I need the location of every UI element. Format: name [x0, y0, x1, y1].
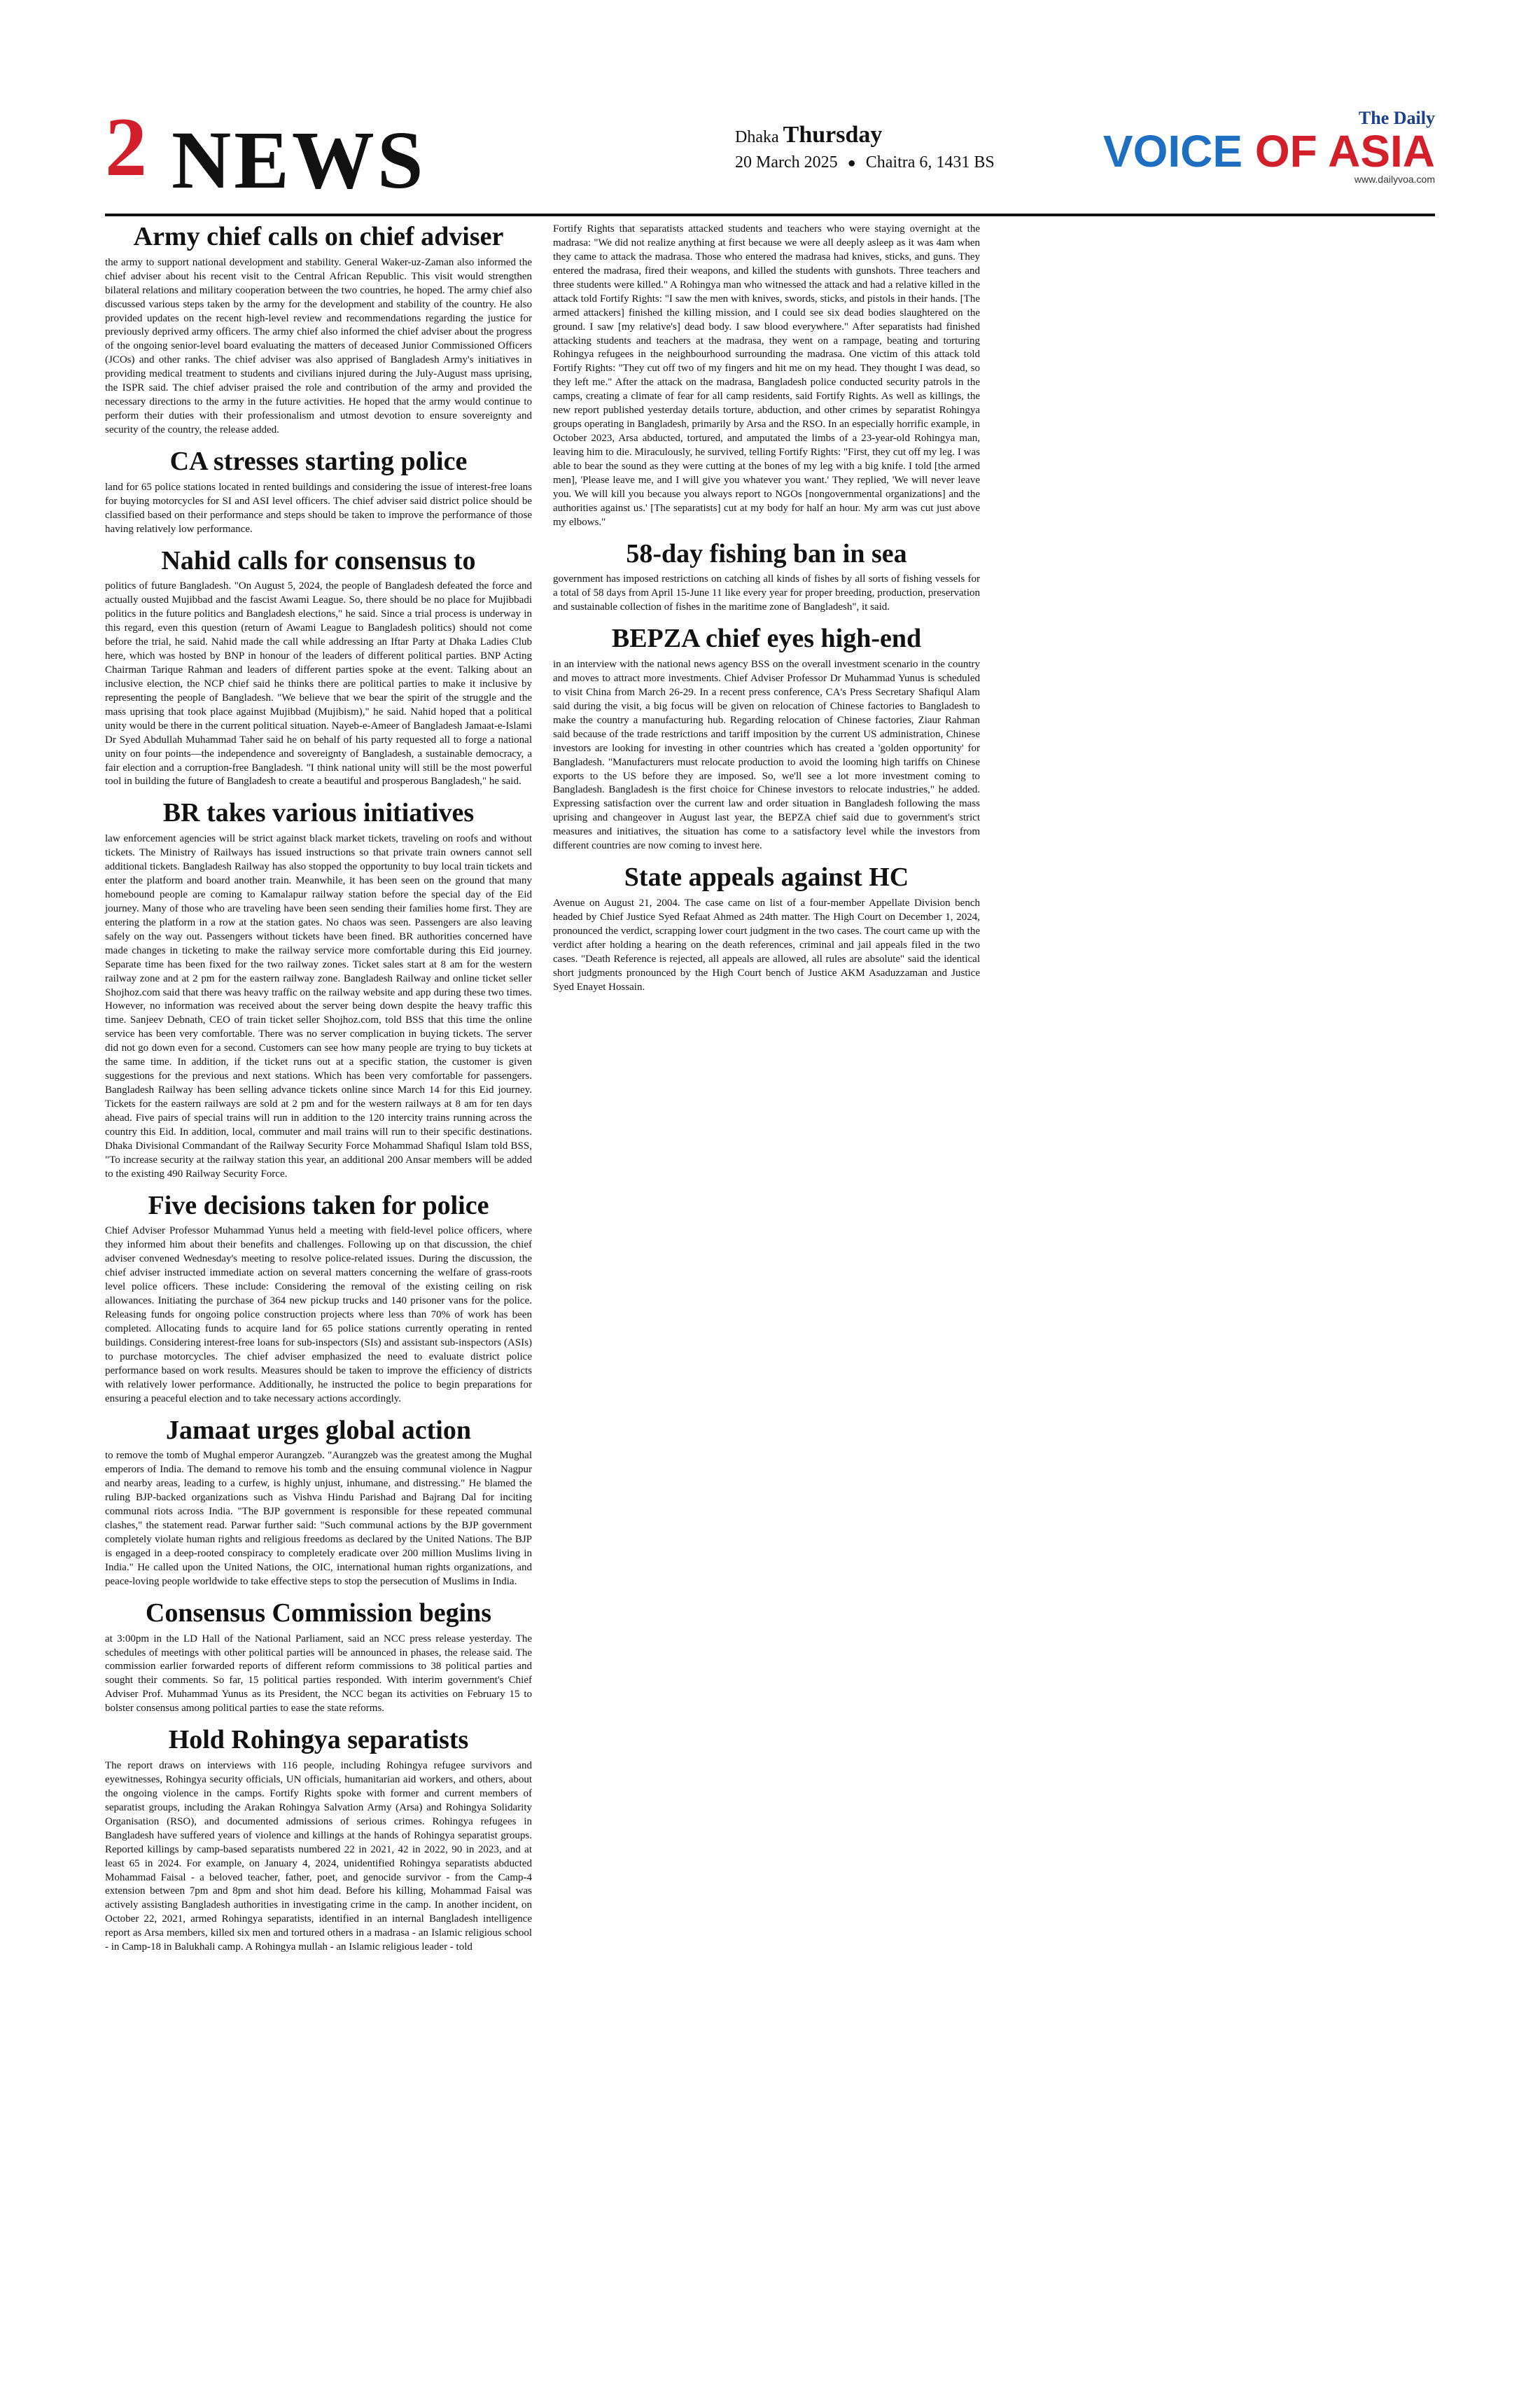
article-headline: Nahid calls for consensus to	[161, 545, 476, 575]
bullet-icon: ●	[847, 155, 856, 171]
logo-small-text: The Daily	[1358, 108, 1435, 128]
article	[105, 547, 532, 790]
dateline-bengali-date: Chaitra 6, 1431 BS	[865, 153, 995, 172]
article-body: at 3:00pm in the LD Hall of the National Parliament, said an NCC press release yesterday. The schedules of meetings with other political parties will be announced in phases, the release said. The commission earlier forwarded reports of different reform commissions to 38 political parties and sought their comments. So far, 15 political parties responded. With interim government's Chief Adviser Prof. Muhammad Yunus as its President, the NCC began its activities on February 15 to bolster consensus among political parties to ease the state reforms.	[105, 1633, 532, 1715]
article-body: to remove the tomb of Mughal emperor Aurangzeb. "Aurangzeb was the greatest among the Mughal emperors of India. The demand to remove his tomb and the ensuing communal violence in Nagpur and nearby areas, leading to a curfew, is highly unjust, inhumane, and distressing." He blamed the ruling BJP-backed organizations such as Vishva Hindu Parishad and Bajrang Dal for inciting communal riots across India. "The BJP government is responsible for these repeated communal clashes," the statement read. Parwar further said: "Such communal actions by the BJP government completely violate human rights and religious freedoms as declared by the United Nations. The BJP is engaged in a deep-rooted conspiracy to completely eradicate over 200 million Muslims living in India." He called upon the United Nations, the OIC, international human rights organizations, and peace-loving people worldwide to take effective steps to stop the persecution of Muslims in India.	[105, 1450, 532, 1587]
article	[105, 223, 532, 438]
dateline	[735, 119, 995, 174]
logo-wordmark	[1102, 126, 1435, 176]
article-body: Chief Adviser Professor Muhammad Yunus held a meeting with field-level police officers, where they informed him about their benefits and challenges. Following up on that discussion, the chief adviser convened Wednesday's meeting to resolve police-related issues. During the discussion, the chief adviser instructed immediate action on several matters concerning the welfare of grass-roots level police officers. These include: Considering the removal of the existing ceiling on risk allowances. Initiating the purchase of 364 new pickup trucks and 140 prisoner vans for the police. Releasing funds for ongoing police construction projects where less than 70% of work has been completed. Allocating funds to acquire land for 65 police stations currently operating in rented buildings. Considering interest-free loans for sub-inspectors (SIs) and assistant sub-inspectors (ASIs) to purchase motorcycles. The chief adviser emphasized the need to evaluate district police performance based on work results. Measures should be taken to improve the efficiency of districts with relatively lower performance. Additionally, he instructed the police to begin preparations for ensuring a peaceful election and to take necessary actions accordingly.	[105, 1225, 532, 1404]
article-headline: CA stresses starting police	[169, 446, 468, 476]
dateline-date: 20 March 2025	[735, 153, 838, 172]
article-headline: BR takes various initiatives	[162, 798, 475, 828]
article	[105, 447, 532, 537]
section-title: NEWS	[172, 114, 426, 206]
article	[105, 1192, 532, 1406]
article-body: politics of future Bangladesh. "On August 5, 2024, the people of Bangladesh defeated the force and actually ousted Mujibbad and the fascist Awami League. So, there should be no place for Mujibbadi politics in the future politics and Bangladesh elections," he said. Since a trial process is underway in this regard, even this question (return of Awami League to Bangladesh politics) should not come before the trial, he said. Nahid made the call while addressing an Iftar Party at Dhaka Ladies Club here, which was hosted by BNP in honour of the leaders of different political parties. BNP Acting Chairman Tarique Rahman and leaders of different parties spoke at the event. Talking about an inclusive election, the NCP chief said he thinks there are political parties to make it inclusive by representing the people of Bangladesh. "We believe that we bear the spirit of the struggle and the mass uprising that took place against Mujibbad (Mujibism)," he said. Nahid hoped that a political unity would be there in the current political situation. Nayeb-e-Ameer of Bangladesh Jamaat-e-Islami Dr Syed Abdullah Muhammad Taher said he on behalf of his party requested all to forge a national unity on four points—the independence and sovereignty of Bangladesh, a sustainable democracy, a fair election and a corruption-free Bangladesh. "I think national unity will still be the most powerful tool in building the future of Bangladesh to create a beautiful and prosperous Bangladesh," he said.	[105, 580, 532, 788]
article	[105, 1726, 532, 1955]
article-headline: Hold Rohingya separatists	[168, 1725, 469, 1755]
dateline-city: Dhaka	[735, 128, 779, 146]
column-2	[553, 223, 980, 1005]
article-headline: Five decisions taken for police	[148, 1190, 489, 1220]
logo-website: www.dailyvoa.com	[1354, 174, 1435, 185]
masthead	[105, 100, 1435, 210]
article-headline: State appeals against HC	[624, 863, 909, 893]
article-body: the army to support national development and stability. General Waker-uz-Zaman also informed the chief adviser about his recent visit to the Central African Republic. This visit would strengthen bilateral relations and military cooperation between the two countries, he hoped. The army chief also discussed various steps taken by the army for the development and stability of the country. He also provided updates on the recent high-level review and recommendations regarding the justice for previously deprived army officers. The army chief also informed the chief adviser about the progress of the ongoing senior-level board evaluating the matters of deceased Junior Commissioned Officers (JCOs) and other ranks. The chief adviser was also apprised of Bangladesh Army's initiatives in providing medical treatment to students and civilians injured during the July-August mass uprising, the ISPR said. The chief adviser praised the role and contribution of the army and provided the necessary directions to the army in the future activities. He hoped that the army would continue to perform their duties with their professionalism and utmost devotion to ensure sovereignty and security of the country, the release added.	[105, 256, 532, 436]
newspaper-logo	[1103, 108, 1435, 185]
article-headline: Jamaat urges global action	[166, 1415, 471, 1445]
article	[553, 863, 980, 994]
article-body: Fortify Rights that separatists attacked students and teachers who were staying overnight at the madrasa: "We did not realize anything at first because we were all deeply asleep as it was 4am when they came to attack the madrasa. Those who entered the madrasa had knives, sticks, and guns. They entered the madrasa, fired their weapons, and killed the students with gunshots. Three teachers and three students were killed." A Rohingya man who witnessed the attack and had a relative killed in the attack told Fortify Rights: "I saw the men with knives, swords, sticks, and pistols in their hands. [The armed attackers] finished the killing mission, and I could see six dead bodies slaughtered on the ground. I saw [my relative's] dead body. I saw blood everywhere." After separatists had finished attacking students and teachers at the madrasa, they went on a rampage, beating and torturing Rohingya refugees in the neighbourhood surrounding the madrasa. One victim of this attack told Fortify Rights: "They cut off two of my fingers and hit me on my head. They thought I was dead, so they left me." After the attack on the madrasa, Bangladesh police conducted security patrols in the camps, creating a climate of fear for all camp residents, said Fortify Rights. As well as killings, the new report published yesterday details torture, abduction, and other crimes by separatist Rohingya groups operating in Bangladesh, primarily by Arsa and the RSO. In an especially horrific example, in October 2023, Arsa abducted, tortured, and amputated the limbs of a 23-year-old Rohingya man, leaving him to die. Miraculously, he survived, telling Fortify Rights: "First, they cut off my leg. I was able to bear the sound as they were cutting at the bones of my leg with a big knife. I told [the armed men], 'Please leave me, and I will give you whatever you want.' They replied, 'We will never leave you. We will kill you because you always report to NGOs [nongovernmental organizations] and the authorities against us.' [The separatists] cut at my body for half an hour. My arm was cut just above my elbows."	[553, 223, 980, 528]
article-body: Avenue on August 21, 2004. The case came on list of a four-member Appellate Division bench headed by Chief Justice Syed Refaat Ahmed as 24th matter. The High Court on December 1, 2024, pronounced the verdict, scrapping lower court judgment in the two cases. The court came up with the verdict after holding a hearing on the death references, criminal and jail appeals filed in the two cases. "Death Reference is rejected, all appeals are allowed, all rules are absolute" said the identical short judgments pronounced by the High Court bench of Justice AKM Asaduzzaman and Justice Syed Enayet Hossain.	[553, 897, 980, 993]
article-headline: Army chief calls on chief adviser	[133, 222, 504, 251]
article-headline: Consensus Commission begins	[145, 1598, 492, 1628]
logo-of-asia: OF ASIA	[1254, 126, 1435, 176]
masthead-rule	[105, 214, 1435, 216]
article-body: in an interview with the national news agency BSS on the overall investment scenario in the country and moves to attract more investments. Chief Adviser Professor Dr Muhammad Yunus is scheduled to visit China from March 26-29. In a recent press conference, CA's Press Secretary Shafiqul Alam said during the visit, a big focus will be given on relocation of Chinese factories to Bangladesh to make the country a manufacturing hub. Regarding relocation of Chinese factories, Ziaur Rahman said because of the trade restrictions and tariff imposition by the current US administration, Chinese investors are looking for investing in other countries which has created a 'golden opportunity' for Bangladesh. "Manufacturers must relocate production to avoid the looming high tariffs on Chinese exports to the US before they are imposed. So, we'll see a lot more investment coming to Bangladesh. Bangladesh is the first choice for Chinese investors to relocate industries," he added. Expressing satisfaction over the current law and order situation in Bangladesh following the mass uprising and changeover in August last year, the BEPZA chief said due to government's strict measures and initiatives, the situation has come to a satisfactory level while the investors from different countries are now coming to invest here.	[553, 659, 980, 852]
article	[553, 223, 980, 530]
article-body: The report draws on interviews with 116 people, including Rohingya refugee survivors and eyewitnesses, Rohingya security officials, UN officials, humanitarian aid workers, and others, about the ongoing violence in the camps. Fortify Rights spoke with former and current members of separatist groups, including the Arakan Rohingya Salvation Army (Arsa) and Rohingya Solidarity Organisation (RSO), and documented admissions of serious crimes. Rohingya refugees in Bangladesh have suffered years of violence and killings at the hands of Rohingya separatist groups. Reported killings by camp-based separatists numbered 22 in 2021, 42 in 2022, 90 in 2023, and at least 65 in 2024. For example, on January 4, 2024, unidentified Rohingya separatists abducted Mohammad Faisal - a beloved teacher, father, poet, and genocide survivor - from the Camp-4 extension between 7pm and 8pm and shot him dead. Before his killing, Mohammad Faisal was actively assisting Bangladesh authorities in investigating crime in the camp. In another incident, on October 22, 2021, armed Rohingya separatists, identified in an internal Bangladesh intelligence report as Arsa members, killed six men and tortured others in a madrasa - an Islamic religious school - in Camp-18 in Balukhali camp. A Rohingya mullah - an Islamic religious leader - told	[105, 1760, 532, 1953]
article	[553, 540, 980, 615]
article-body: law enforcement agencies will be strict against black market tickets, traveling on roofs and without tickets. The Ministry of Railways has issued instructions so that private train owners cannot sell additional tickets. Bangladesh Railway has also stopped the opportunity to buy local train tickets and enter the platform and board another train. Meanwhile, it has been seen on the ground that many homebound people are coming to Kamalapur railway station before the special day of the Eid journey. Many of those who are traveling have been seen sending their families home first. They are entering the platform in a row at the station gates. No chaos was seen. Passengers are also leaving safely on the way out. Passengers without tickets have been fined. BR authorities concerned have made changes in ticketing to make the railway service more comfortable during this Eid journey. Separate time has been fixed for the two railway zones. Ticket sales start at 8 am for the western railway zone and at 2 pm for the eastern railway zone. Bangladesh Railway and online ticket seller Shojhoz.com said that there was heavy traffic on the railway website and app during these two times. However, no information was received about the server being down despite the heavy traffic this time. Sanjeev Debnath, CEO of train ticket seller Shojhoz.com, told BSS that this time the online service has been very comfortable. There was no server complication in buying tickets. The server did not go down even for a second. Customers can see how many people are trying to buy tickets at the same time. In addition, if the ticket runs out at a specific station, the customer is given suggestions for the previous and next stations. Which has been very comfortable for passengers. Bangladesh Railway has been selling advance tickets online since March 14 for this Eid journey. Tickets for the eastern railways are sold at 2 pm and for the western railways at 8 am for ten days ahead. Five pairs of special trains will run in addition to the 120 intercity trains running across the country this Eid. In addition, local, commuter and mail trains will run to their specific destinations. Dhaka Divisional Commandant of the Railway Security Force Mohammad Shafiqul Islam told BSS, "To increase security at the railway station this year, an additional 200 Ansar members will be added to the existing 490 Railway Security Force.	[105, 833, 532, 1180]
article-body: land for 65 police stations located in rented buildings and considering the issue of interest-free loans for buying motorcycles for SI and ASI level officers. The chief adviser said district police should be classified based on their performance and steps should be taken to improve the performance of those having relatively low performance.	[105, 481, 532, 535]
article-body: government has imposed restrictions on catching all kinds of fishes by all sorts of fishing vessels for a total of 58 days from April 15-June 11 like every year for proper breeding, production, preservation and sustainable collection of fishes in the maritime zone of Bangladesh", it said.	[553, 573, 980, 613]
article	[105, 1599, 532, 1716]
article-headline: BEPZA chief eyes high-end	[611, 624, 922, 654]
article-headline: 58-day fishing ban in sea	[626, 538, 907, 568]
page-number: 2	[105, 100, 147, 193]
dateline-day: Thursday	[783, 122, 883, 148]
logo-voice: VOICE	[1102, 126, 1243, 176]
article	[553, 624, 980, 853]
article	[105, 799, 532, 1181]
article	[105, 1416, 532, 1589]
column-1	[105, 223, 532, 1964]
